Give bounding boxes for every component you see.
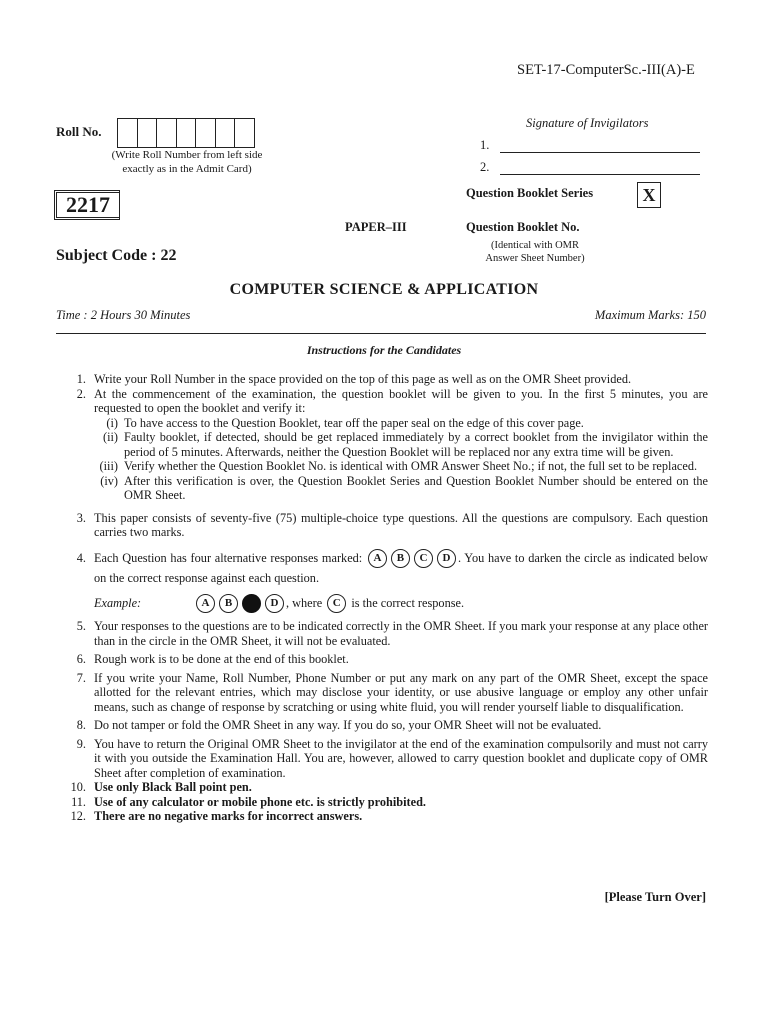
option-b-circle: B [391,549,410,568]
instruction-number: 10. [70,780,86,795]
example-row [94,594,708,613]
paper-code: 2217 [56,192,120,218]
option-c-circle: C [414,549,433,568]
instruction-number: 9. [76,736,86,751]
roll-note-line: (Write Roll Number from left side [111,149,263,161]
instruction-text-pre: Each Question has four alternative responses marked: [94,550,363,565]
instruction-text: Use of any calculator or mobile phone etc. is strictly prohibited. [94,794,426,809]
instruction-text: There are no negative marks for incorrect answers. [94,809,363,824]
invigilator-signature-title: Signature of Invigilators [526,116,649,130]
instruction-item [56,372,708,387]
please-turn-over: [Please Turn Over] [604,890,706,904]
instruction-text [94,548,708,589]
invigilator-signature-line-2[interactable] [480,160,700,175]
sub-instruction-number: (iii) [99,459,118,473]
option-a-circle: A [368,549,387,568]
sub-instruction-number: (ii) [102,430,118,444]
instruction-item [56,671,708,715]
sub-instruction [94,430,708,459]
instruction-number: 6. [76,652,86,667]
sub-instruction-number: (iv) [100,473,118,488]
sub-instruction [94,474,708,503]
invigilator-signature-line-1[interactable] [480,138,700,153]
instruction-text: Do not tamper or fold the OMR Sheet in any way. If you do so, your OMR Sheet will not be evaluated. [94,718,602,733]
roll-note-line: exactly as in the Admit Card) [122,163,252,175]
instruction-text: You have to return the Original OMR Sheet to the invigilator at the end of the examination compulsorily and must not carry it with you outside the Examination Hall. You are, however, allowed to carry question booklet and duplicate copy of OMR Sheet after completion of examination. [94,736,708,780]
option-d-circle: D [437,549,456,568]
instruction-text: Write your Roll Number in the space provided on the top of this page as well as on the OMR Sheet provided. [94,372,632,386]
roll-number-boxes[interactable] [117,118,255,148]
sub-instruction-number: (i) [106,415,118,430]
instruction-text: Your responses to the questions are to be indicated correctly in the OMR Sheet. If you mark your response at any place other than in the circle in the OMR Sheet, it will not be evaluated. [94,619,708,648]
instruction-item [56,795,708,810]
option-b-circle: B [219,594,238,613]
sub-instruction-text: Verify whether the Question Booklet No. is identical with OMR Answer Sheet No.; if not, the full set to be replaced. [124,459,698,473]
example-end: is the correct response. [351,596,465,611]
instruction-item [56,387,708,416]
set-code: SET-17-ComputerSc.-III(A)-E [517,62,695,78]
filled-circle-icon [242,594,261,613]
option-d-circle: D [265,594,284,613]
instruction-number: 2. [76,386,86,401]
divider [56,333,706,334]
example-label: Example: [94,596,142,611]
instruction-number: 11. [71,794,86,809]
roll-digit-box[interactable] [137,119,157,147]
signature-blank[interactable] [500,142,700,153]
booklet-note-line: Answer Sheet Number) [485,253,585,264]
booklet-note-line: (Identical with OMR [490,240,580,251]
instructions-title: Instructions for the Candidates [306,343,462,357]
signature-line-number: 1. [480,138,490,152]
instructions-list [56,372,708,824]
roll-number-note [96,148,278,176]
instruction-text: If you write your Name, Roll Number, Phone Number or put any mark on any part of the OMR Sheet, except the space allotted for the relevant entries, which may disclose your identity, or use abusive language or employ any other unfair means, such as change of response by scratching or using white fluid, you will render yourself liable to disqualification. [94,670,708,714]
instruction-item [56,652,708,667]
exam-time: Time : 2 Hours 30 Minutes [56,308,191,322]
instruction-text: Use only Black Ball point pen. [94,780,252,795]
max-marks: Maximum Marks: 150 [594,308,706,322]
instruction-number: 8. [76,718,86,733]
instruction-number: 4. [76,550,86,565]
instruction-item [56,780,708,795]
instruction-item [56,511,708,540]
instruction-item [56,718,708,733]
instruction-number: 1. [76,372,86,386]
instruction-item [56,548,708,589]
instruction-item [56,809,708,824]
instruction-item [56,619,708,648]
roll-digit-box[interactable] [176,119,196,147]
instruction-number: 3. [76,510,86,525]
booklet-number-note [470,239,600,265]
instruction-number: 12. [70,809,86,824]
instruction-text-post: . You have to darken the circle as indicated below on the correct response against each question. [94,550,708,586]
paper-label: PAPER–III [345,220,407,234]
option-a-circle: A [196,594,215,613]
instruction-number: 5. [76,619,86,634]
option-c-circle: C [327,594,346,613]
signature-line-number: 2. [480,160,490,174]
instruction-text: This paper consists of seventy-five (75) multiple-choice type questions. All the questions are compulsory. Each question carries two marks. [94,510,708,539]
sub-instruction [94,416,708,431]
example-where: , where [286,596,323,611]
page-title: COMPUTER SCIENCE & APPLICATION [229,281,539,298]
roll-digit-box[interactable] [195,119,215,147]
sub-instruction-text: To have access to the Question Booklet, tear off the paper seal on the edge of this cover page. [124,415,584,430]
roll-digit-box[interactable] [215,119,235,147]
booklet-series-value: X [637,182,661,208]
roll-number-label: Roll No. [56,124,102,139]
sub-instruction-text: After this verification is over, the Question Booklet Series and Question Booklet Number should be entered on the OMR Sheet. [124,473,708,502]
sub-instruction [94,459,708,474]
instruction-text: Rough work is to be done at the end of this booklet. [94,652,349,667]
instruction-item [56,737,708,781]
instruction-text: At the commencement of the examination, the question booklet will be given to you. In the first 5 minutes, you are requested to open the booklet and verify it: [94,386,708,415]
booklet-series-label: Question Booklet Series [466,186,594,200]
subject-code: Subject Code : 22 [56,247,177,264]
roll-digit-box[interactable] [234,119,254,147]
booklet-number-label: Question Booklet No. [466,220,580,234]
signature-blank[interactable] [500,164,700,175]
roll-digit-box[interactable] [156,119,176,147]
roll-digit-box[interactable] [118,119,137,147]
instruction-number: 7. [76,670,86,685]
sub-instruction-text: Faulty booklet, if detected, should be get replaced immediately by a correct booklet from the invigilator within the period of 5 minutes. Afterwards, neither the Question Booklet will be replaced nor any extra time will be given. [124,430,708,459]
